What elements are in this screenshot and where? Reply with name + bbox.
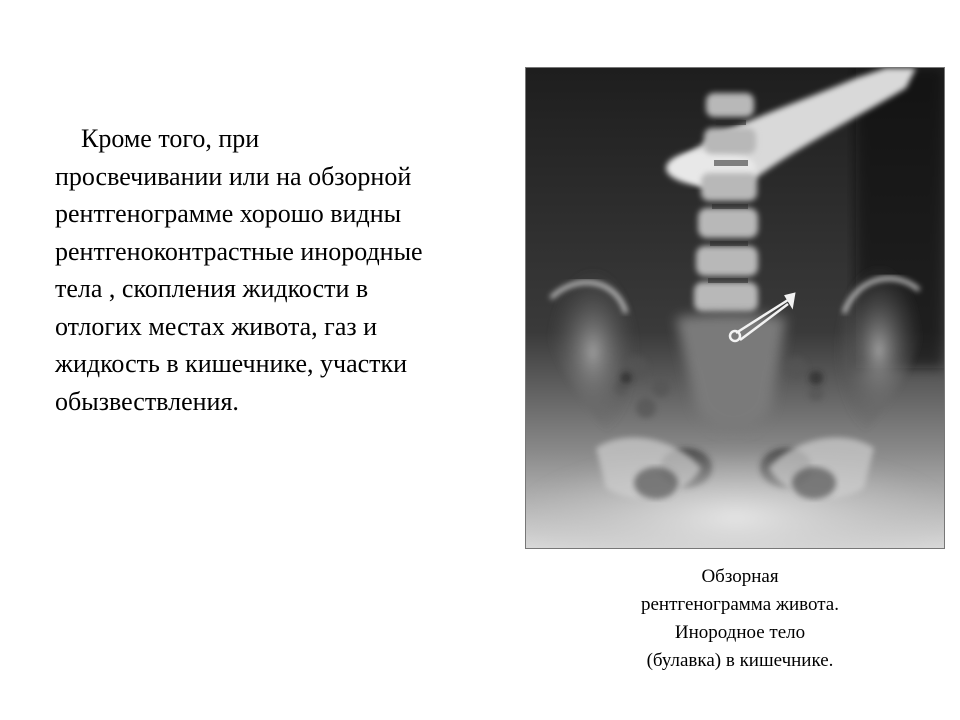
xray-illustration [526,68,944,548]
caption-line-3: Инородное тело [674,622,806,643]
caption-line-4: (булавка) в кишечнике. [646,650,834,671]
body-line-8: обызвествления. [55,386,239,416]
body-line-2: просвечивании или на обзорной [55,161,412,191]
body-line-6: отлогих местах живота, газ и [55,311,378,341]
image-caption [590,563,890,675]
body-line-3: рентгенограмме хорошо видны [55,199,402,228]
body-line-1: Кроме того, при [55,124,260,153]
caption-line-1: Обзорная [701,566,779,587]
body-line-7: жидкость в кишечнике, участки [55,349,408,378]
body-line-4: рентгеноконтрастные инородные [55,236,423,266]
body-text [55,120,515,420]
body-line-5: тела , скопления жидкости в [55,274,369,303]
xray-image [525,67,945,549]
caption-line-2: рентгенограмма живота. [641,594,839,615]
